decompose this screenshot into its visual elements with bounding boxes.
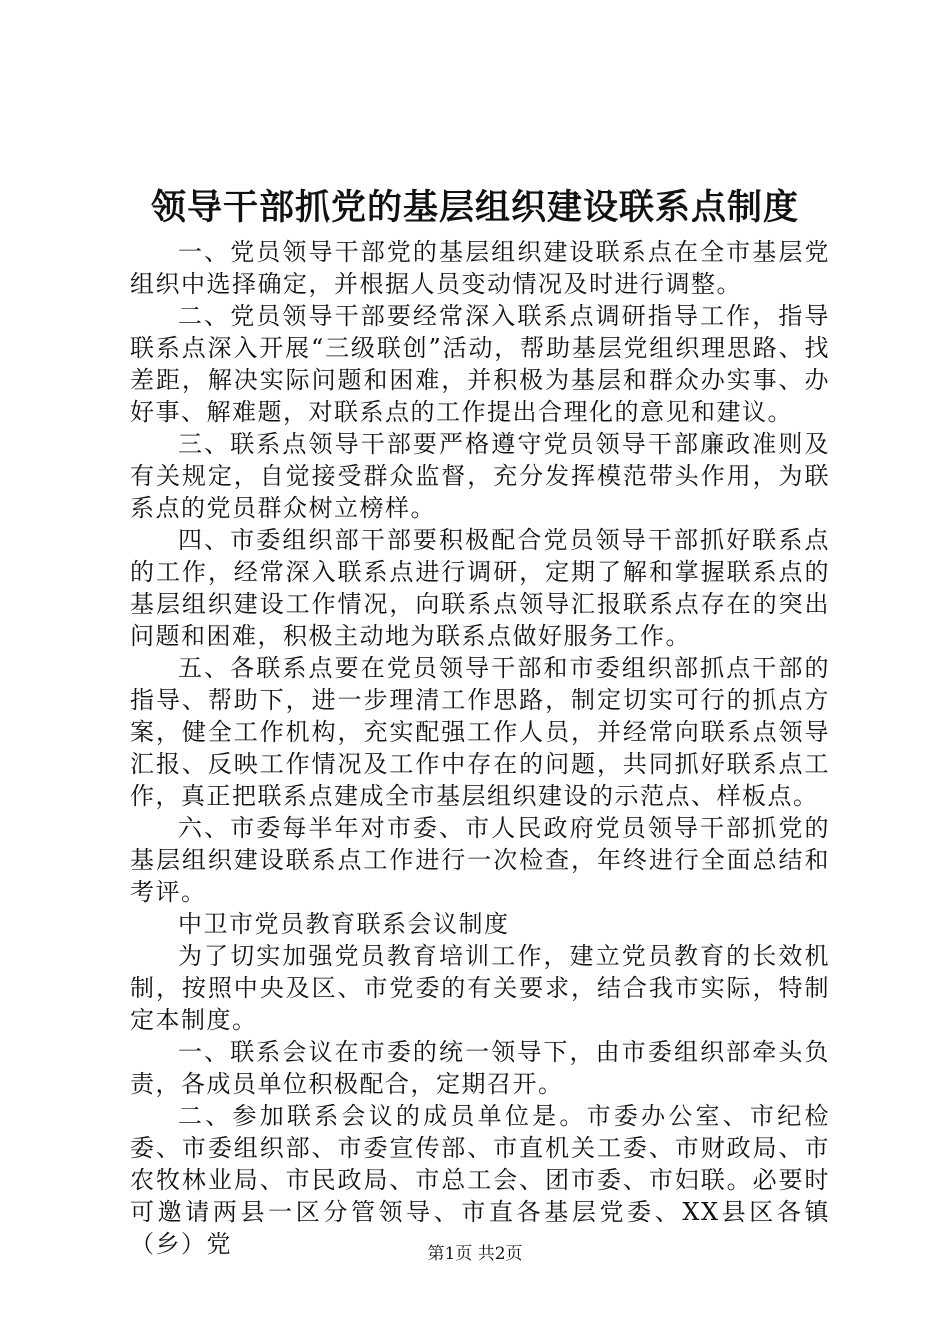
paragraph-8: 二、参加联系会议的成员单位是。市委办公室、市纪检委、市委组织部、市委宣传部、市直机关工委、市财政局、市农牧林业局、市民政局、市总工会、团市委、市妇联。必要时可邀请两县一区分管领导、市直各基层党委、XX县区各镇（乡）党: [130, 1102, 830, 1258]
paragraph-4: 四、市委组织部干部要积极配合党员领导干部抓好联系点的工作，经常深入联系点进行调研，定期了解和掌握联系点的基层组织建设工作情况，向联系点领导汇报联系点存在的突出问题和困难，积极主动地为联系点做好服务工作。: [130, 526, 830, 650]
paragraph-2: 二、党员领导干部要经常深入联系点调研指导工作，指导联系点深入开展“三级联创”活动，帮助基层党组织理思路、找差距，解决实际问题和困难，并积极为基层和群众办实事、办好事、解难题，对联系点的工作提出合理化的意见和建议。: [130, 302, 830, 426]
paragraph-5: 五、各联系点要在党员领导干部和市委组织部抓点干部的指导、帮助下，进一步理清工作思路，制定切实可行的抓点方案，健全工作机构，充实配强工作人员，并经常向联系点领导汇报、反映工作情况及工作中存在的问题，共同抓好联系点工作，真正把联系点建成全市基层组织建设的示范点、样板点。: [130, 654, 830, 810]
paragraph-3: 三、联系点领导干部要严格遵守党员领导干部廉政准则及有关规定，自觉接受群众监督，充分发挥模范带头作用，为联系点的党员群众树立榜样。: [130, 430, 830, 522]
paragraph-7: 一、联系会议在市委的统一领导下，由市委组织部牵头负责，各成员单位积极配合，定期召开。: [130, 1038, 830, 1098]
paragraph-1: 一、党员领导干部党的基层组织建设联系点在全市基层党组织中选择确定，并根据人员变动情况及时进行调整。: [130, 238, 830, 298]
document-body: [130, 236, 830, 1260]
paragraph-6: 六、市委每半年对市委、市人民政府党员领导干部抓党的基层组织建设联系点工作进行一次检查，年终进行全面总结和考评。: [130, 814, 830, 906]
section-heading: 中卫市党员教育联系会议制度: [178, 910, 510, 938]
document-title: 领导干部抓党的基层组织建设联系点制度: [150, 187, 799, 228]
paragraph-intro: 为了切实加强党员教育培训工作，建立党员教育的长效机制，按照中央及区、市党委的有关要求，结合我市实际，特制定本制度。: [130, 942, 830, 1034]
page-number-footer: 第1页 共2页: [427, 1244, 523, 1264]
